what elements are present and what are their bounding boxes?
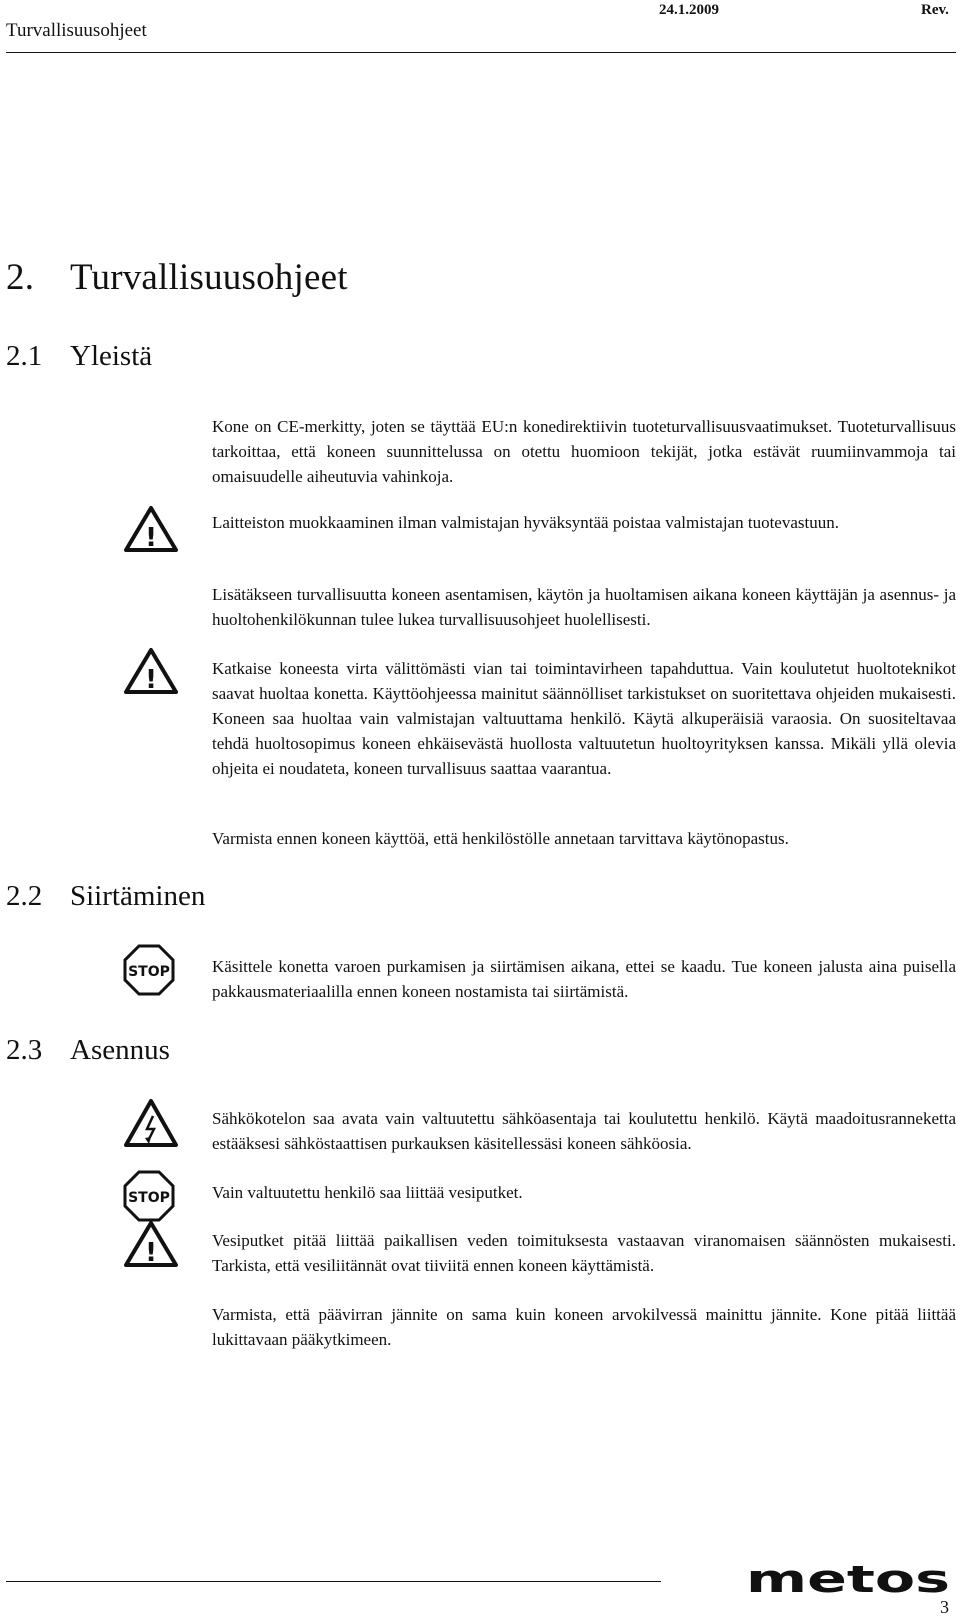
paragraph-read-instructions: Lisätäkseen turvallisuutta koneen asentamisen, käytön ja huoltamisen aikana koneen käyttäjän ja asennus- ja huoltohenkilökunnan tulee lukea turvallisuusohjeet huolellisesti. [212, 585, 956, 629]
paragraph-water-pipes: Vain valtuutettu henkilö saa liittää vesiputket. [212, 1183, 523, 1202]
paragraph-moving: Käsittele konetta varoen purkamisen ja siirtämisen aikana, ettei se kaadu. Tue koneen jalusta aina puisella pakkausmateriaalilla ennen koneen nostamista tai siirtämistä. [212, 957, 956, 1001]
svg-text:!: ! [145, 523, 157, 553]
section-heading-asennus [6, 1034, 170, 1067]
section-title: Yleistä [70, 340, 153, 372]
paragraph-training: Varmista ennen koneen käyttöä, että henkilöstölle annetaan tarvittava käytönopastus. [212, 829, 789, 848]
paragraph-ce-marking: Kone on CE-merkitty, joten se täyttää EU:n konedirektiivin tuoteturvallisuusvaatimukset. Tuoteturvallisuus tarkoittaa, että koneen suunnittelussa on otettu huomioon tekijät, jotka estävät ruumiinvammoja tai omaisuudelle aiheutuvia vahinkoja. [212, 417, 956, 486]
paragraph-modification: Laitteiston muokkaaminen ilman valmistajan hyväksyntää poistaa valmistajan tuotevastuun. [212, 513, 839, 532]
section-number: 2.3 [6, 1034, 43, 1066]
chapter-title: Turvallisuusohjeet [70, 257, 348, 298]
svg-text:!: ! [145, 665, 157, 695]
section-heading-yleista [6, 340, 152, 373]
paragraph-maintenance: Katkaise koneesta virta välittömästi vian tai toimintavirheen tapahduttua. Vain koulutetut huoltoteknikot saavat huoltaa konetta. Käyttöohjeessa mainitut säännölliset tarkistukset on suoritettava ohjeiden mukaisesti. Koneen saa huoltaa vain valmistajan valtuuttama henkilö. Käytä alkuperäisiä varaosia. On suositeltavaa tehdä huoltosopimus koneen ehkäisevästä huollosta valtuutetun huoltoyrityksen kanssa. Mikäli yllä olevia ohjeita ei noudateta, koneen turvallisuus saattaa vaarantua. [212, 659, 956, 778]
electric-hazard-icon [123, 1098, 179, 1153]
svg-text:STOP: STOP [128, 964, 170, 980]
warning-icon [123, 505, 179, 558]
paragraph-electrical: Sähkökotelon saa avata vain valtuutettu sähköasentaja tai koulutettu henkilö. Käytä maadoitusranneketta estääksesi sähköstaattisen purkauksen käsitellessäsi koneen sähköosia. [212, 1109, 956, 1153]
header-date: 24.1.2009 [659, 2, 719, 18]
section-title: Asennus [70, 1034, 170, 1066]
svg-text:metos: metos [746, 1566, 950, 1596]
header-title: Turvallisuusohjeet [6, 20, 147, 41]
section-title: Siirtäminen [70, 880, 206, 912]
stop-icon [123, 944, 175, 1001]
paragraph-water-regulations: Vesiputket pitää liittää paikallisen veden toimituksesta vastaavan viranomaisen säännösten mukaisesti. Tarkista, että vesiliitännät ovat tiiviitä ennen koneen käyttämistä. [212, 1231, 956, 1275]
header-divider [6, 52, 956, 53]
metos-logo [746, 1566, 950, 1601]
stop-icon [123, 1170, 175, 1227]
section-number: 2.2 [6, 880, 43, 912]
page-number: 3 [940, 1597, 949, 1617]
section-heading-siirtaminen [6, 880, 205, 913]
paragraph-mains-voltage: Varmista, että päävirran jännite on sama kuin koneen arvokilvessä mainittu jännite. Kone pitää liittää lukittavaan pääkytkimeen. [212, 1305, 956, 1349]
section-number: 2.1 [6, 340, 43, 372]
chapter-heading [6, 256, 348, 299]
header-revision: Rev. [921, 2, 949, 18]
warning-icon [123, 1220, 179, 1273]
footer-divider [6, 1581, 661, 1582]
warning-icon [123, 647, 179, 700]
svg-text:STOP: STOP [128, 1190, 170, 1206]
chapter-number: 2. [6, 257, 35, 298]
svg-text:!: ! [145, 1238, 157, 1268]
